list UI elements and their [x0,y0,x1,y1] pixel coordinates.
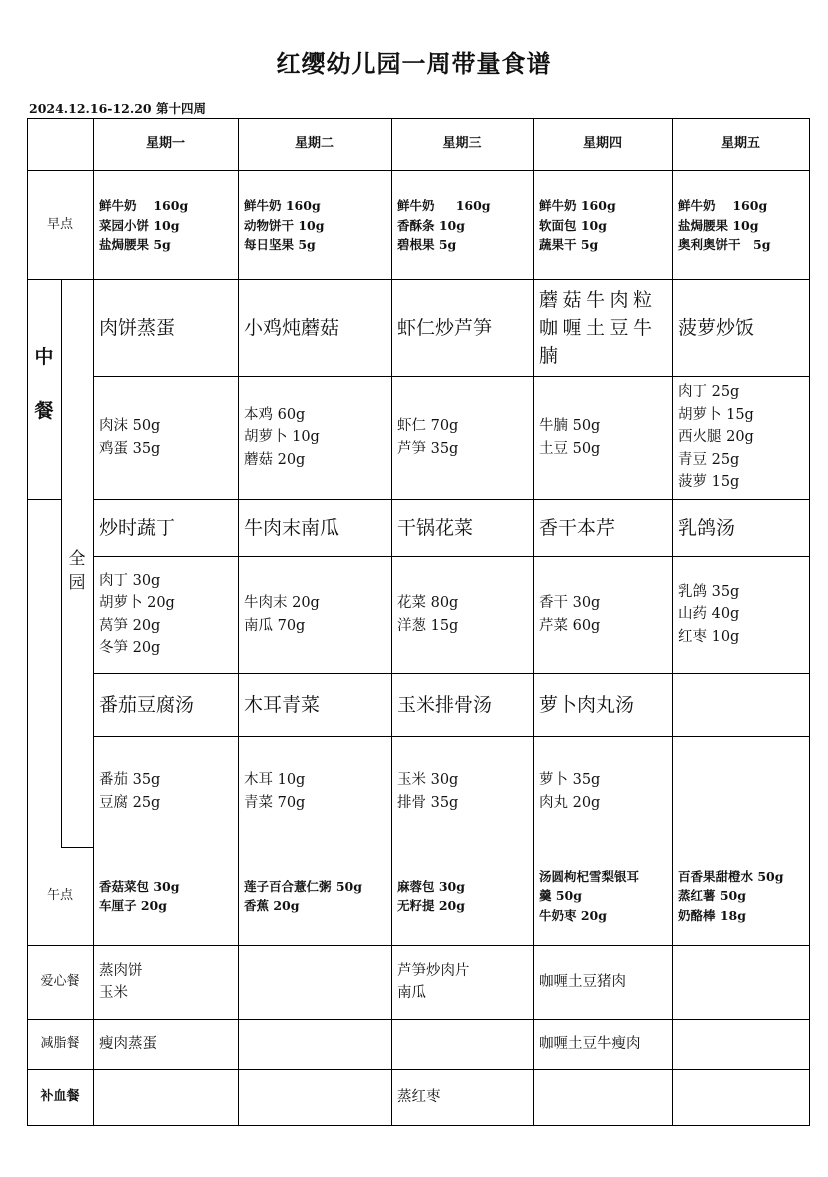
text-line: 本鸡 60g [244,406,306,423]
text-line: 南瓜 70g [244,617,306,634]
text-line: 干锅花菜 [397,516,474,539]
text-line: 莲子百合薏仁粥 50g [244,878,362,894]
text-line: 鲜牛奶 160g [244,198,321,214]
dish-ingredients [391,556,533,673]
dish-ingredients [533,736,672,847]
text-line: 牛肉末南瓜 [244,516,340,539]
lunch-sub-label: 全 园 [68,549,86,593]
table-rule [809,118,810,1126]
special-meal-label: 减脂餐 [40,1036,80,1051]
text-line: 碧根果 5g [397,237,457,253]
snack-cell [672,847,809,945]
text-line: 青豆 25g [678,451,740,468]
text-line: 奥利奥饼干 5g [678,237,771,253]
text-line: 南瓜 [397,985,426,1001]
text-line: 虾仁炒芦笋 [397,316,493,339]
text-line: 每日坚果 5g [244,237,316,253]
text-line: 青菜 70g [244,794,306,811]
text-line: 香干本芹 [539,516,616,539]
dish-name [93,279,238,376]
text-line: 蘑菇 20g [244,451,306,468]
text-line: 红枣 10g [678,628,740,645]
dish-ingredients [238,556,391,673]
dish-name [238,279,391,376]
text-line: 盐焗腰果 10g [678,217,759,233]
text-line: 软面包 10g [539,217,607,233]
special-meal-label: 补血餐 [40,1089,80,1104]
text-line: 萝卜 35g [539,772,601,788]
snack-label: 午点 [46,888,73,903]
text-line: 鸡蛋 35g [99,440,161,457]
dish-ingredients [238,376,391,499]
text-line: 羹 50g [539,888,582,904]
text-line: 花菜 80g [397,595,459,611]
dish-name [391,499,533,556]
table-rule [27,499,62,500]
text-line: 胡萝卜 15g [678,406,754,423]
text-line: 菜园小饼 10g [99,217,180,233]
snack-cell [533,847,672,945]
snack-cell [93,847,238,945]
breakfast-cell [672,170,809,279]
dish-name [238,499,391,556]
text-line: 鲜牛奶 160g [397,198,491,214]
text-line: 咖喱土豆猪肉 [539,973,626,990]
text-line: 咖喱土豆牛瘦肉 [539,1035,641,1052]
breakfast-cell [533,170,672,279]
text-line: 菠萝炒饭 [678,316,755,339]
page-title: 红缨幼儿园一周带量食谱 [276,50,552,78]
text-line: 豆腐 25g [99,794,161,811]
dish-ingredients [391,376,533,499]
text-line: 胡萝卜 10g [244,429,320,446]
dish-ingredients [93,376,238,499]
text-line: 盐焗腰果 5g [99,237,171,253]
text-line: 香蕉 20g [244,898,300,913]
text-line: 排骨 35g [397,794,459,811]
text-line: 鲜牛奶 160g [539,198,616,214]
text-line: 蒸红枣 [397,1088,441,1105]
text-line: 山药 40g [678,606,740,623]
dish-name [93,499,238,556]
dish-ingredients [672,736,809,847]
text-line: 蔬果干 5g [539,237,599,253]
breakfast-cell [93,170,238,279]
dish-ingredients [93,736,238,847]
text-line: 麻蓉包 30g [397,878,465,894]
text-line: 车厘子 20g [99,898,167,913]
special-meal-cell [672,1019,809,1069]
dish-name [533,673,672,736]
text-line: 蒸肉饼 [99,962,143,979]
text-line: 洋葱 15g [397,617,459,634]
special-meal-label: 爱心餐 [40,974,80,989]
dish-name [672,279,809,376]
dish-ingredients [238,736,391,847]
text-line: 炒时蔬丁 [99,516,176,539]
text-line: 胡萝卜 20g [99,595,175,611]
text-line: 小鸡炖蘑菇 [244,316,340,339]
text-line: 肉丁 25g [678,384,740,401]
special-meal-cell [533,945,672,1019]
text-line: 鲜牛奶 160g [99,198,189,214]
breakfast-cell [391,170,533,279]
special-meal-cell [238,945,391,1019]
dish-name [391,279,533,376]
text-line: 鲜牛奶 160g [678,198,768,214]
day-header: 星期五 [720,136,760,151]
text-line: 玉米 30g [397,772,459,788]
text-line: 冬笋 20g [99,640,161,656]
day-header: 星期一 [145,136,185,151]
text-line: 牛腩 50g [539,418,601,434]
dish-ingredients [533,556,672,673]
text-line: 番茄豆腐汤 [99,693,195,716]
week-label: 2024.12.16-12.20 第十四周 [29,101,206,116]
text-line: 木耳 10g [244,772,306,788]
text-line: 咖喱土豆牛 [539,316,657,339]
text-line: 蒸红薯 50g [678,888,746,904]
snack-cell [238,847,391,945]
text-line: 动物饼干 10g [244,217,325,233]
text-line: 肉沫 50g [99,418,161,434]
special-meal-cell [238,1019,391,1069]
dish-name [93,673,238,736]
special-meal-cell [391,1019,533,1069]
text-line: 玉米排骨汤 [397,693,493,716]
text-line: 菠萝 15g [678,474,740,491]
text-line: 蘑菇牛肉粒 [539,288,657,311]
dish-ingredients [93,556,238,673]
text-line: 百香果甜橙水 50g [678,868,784,884]
text-line: 香酥条 10g [397,217,465,233]
dish-name [533,499,672,556]
text-line: 腩 [539,344,559,367]
dish-name [533,279,672,376]
text-line: 芹菜 60g [539,617,601,634]
text-line: 肉丸 20g [539,794,601,811]
day-header: 星期四 [582,136,622,151]
dish-name [672,673,809,736]
table-rule [27,1125,810,1126]
special-meal-cell [672,945,809,1019]
special-meal-cell [391,945,533,1019]
day-header: 星期三 [442,136,482,151]
text-line: 汤圆枸杞雪梨银耳 [539,868,640,884]
dish-name [391,673,533,736]
dish-name [238,673,391,736]
special-meal-cell [238,1069,391,1125]
text-line: 奶酪棒 18g [678,907,746,923]
dish-ingredients [391,736,533,847]
dish-ingredients [672,556,809,673]
text-line: 芦笋 35g [397,440,459,457]
special-meal-cell [533,1069,672,1125]
text-line: 香菇菜包 30g [99,878,180,894]
text-line: 土豆 50g [539,440,601,457]
special-meal-cell [672,1069,809,1125]
text-line: 玉米 [99,985,128,1001]
breakfast-label: 早点 [46,217,73,232]
dish-ingredients [672,376,809,499]
text-line: 萝卜肉丸汤 [539,693,635,716]
text-line: 乳鸽 35g [678,583,740,600]
text-line: 瘦肉蒸蛋 [99,1035,157,1052]
special-meal-cell [533,1019,672,1069]
special-meal-cell [93,1019,238,1069]
text-line: 番茄 35g [99,772,161,788]
text-line: 虾仁 70g [397,418,459,434]
text-line: 肉丁 30g [99,572,161,589]
dish-ingredients [533,376,672,499]
special-meal-cell [391,1069,533,1125]
text-line: 乳鸽汤 [678,516,736,539]
special-meal-cell [93,945,238,1019]
text-line: 无籽提 20g [397,898,465,913]
snack-cell [391,847,533,945]
text-line: 牛奶枣 20g [539,907,607,923]
text-line: 西火腿 20g [678,429,754,446]
dish-name [672,499,809,556]
lunch-label: 中 餐 [34,346,54,422]
special-meal-cell [93,1069,238,1125]
text-line: 芦笋炒肉片 [397,962,470,979]
day-header: 星期二 [294,136,334,151]
text-line: 肉饼蒸蛋 [99,316,176,339]
text-line: 牛肉末 20g [244,595,320,611]
text-line: 香干 30g [539,595,601,611]
breakfast-cell [238,170,391,279]
text-line: 莴笋 20g [99,617,161,634]
text-line: 木耳青菜 [244,693,321,716]
